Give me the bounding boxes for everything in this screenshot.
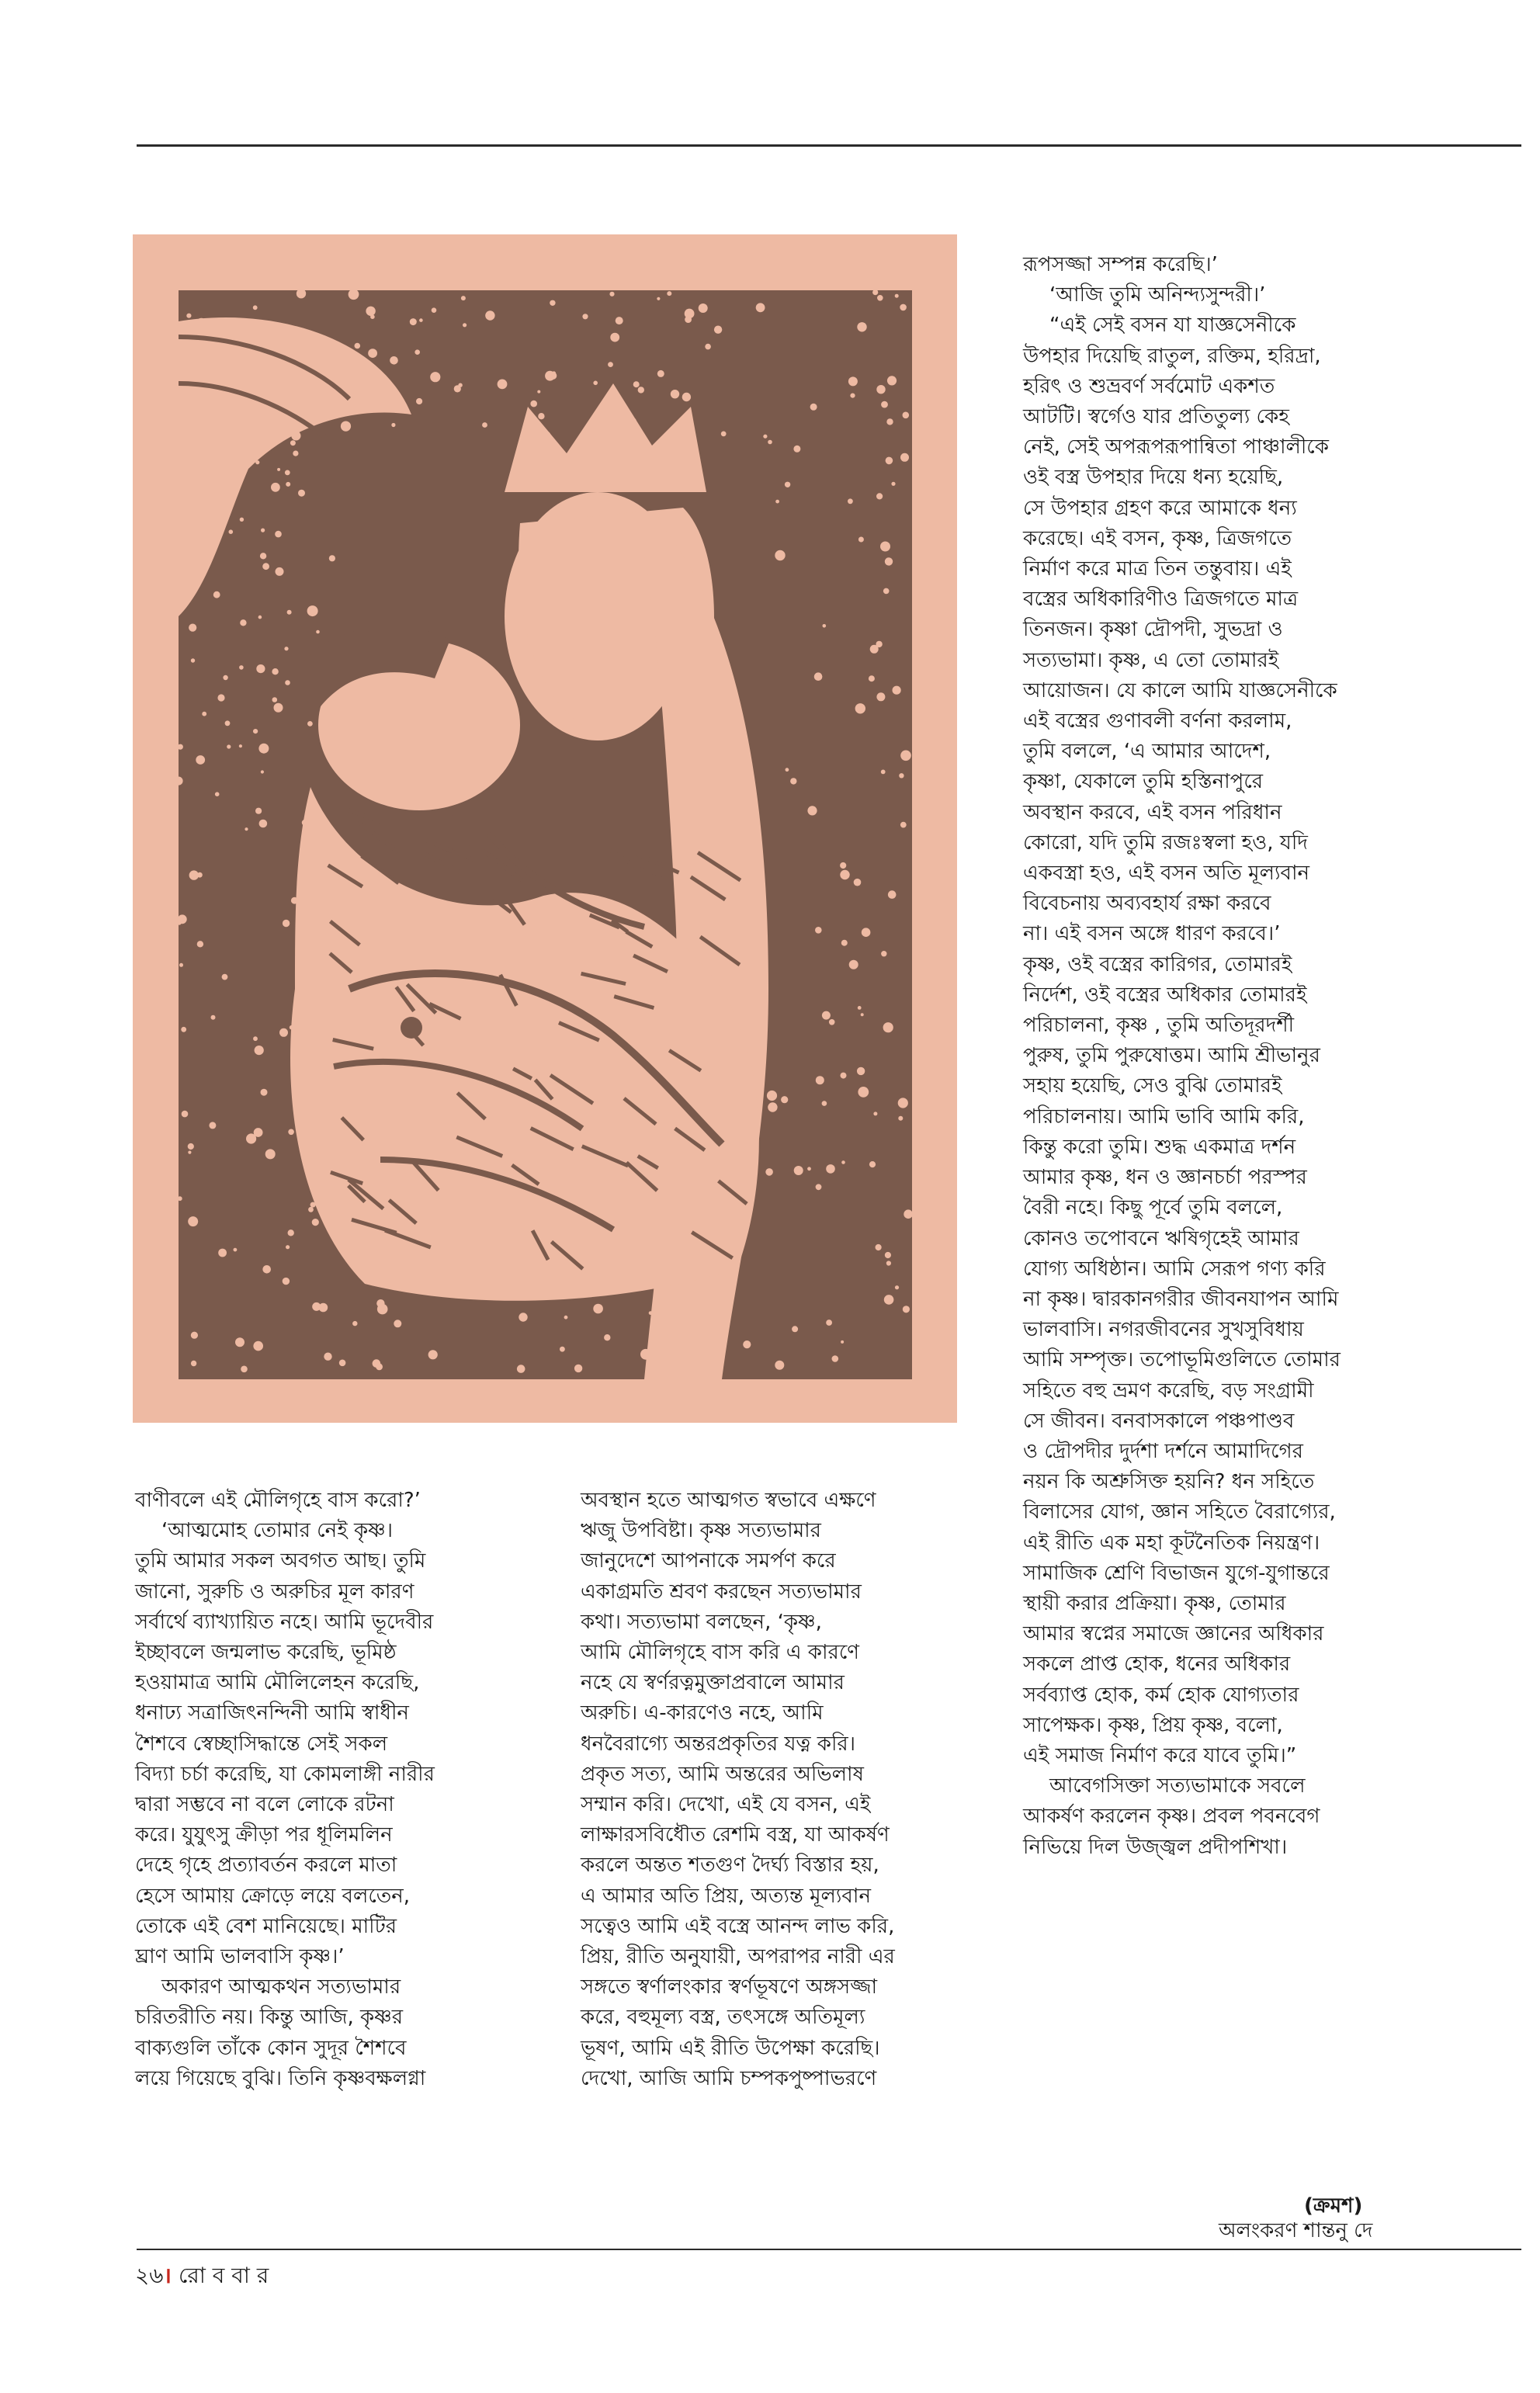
text-line: নহে যে স্বর্ণরত্নমুক্তাপ্রবালে আমার bbox=[581, 1671, 845, 1695]
text-line: হওয়ামাত্র আমি মৌলিলেহন করেছি, bbox=[135, 1671, 420, 1695]
text-line: ঘ্রাণ আমি ভালবাসি কৃষ্ণ।’ bbox=[135, 1945, 345, 1969]
text-line: বাক্যগুলি তাঁকে কোন সুদূর শৈশবে bbox=[135, 2036, 407, 2060]
bottom-rule bbox=[137, 2249, 1521, 2250]
illustrator-credit: অলংকরণ শান্তনু দে bbox=[1219, 2219, 1373, 2242]
text-line: ভূষণ, আমি এই রীতি উপেক্ষা করেছি। bbox=[581, 2036, 880, 2060]
text-line: সে উপহার গ্রহণ করে আমাকে ধন্য bbox=[1023, 496, 1297, 520]
text-line: উপহার দিয়েছি রাতুল, রক্তিম, হরিদ্রা, bbox=[1023, 344, 1321, 368]
text-line: নিভিয়ে দিল উজ্জ্বল প্রদীপশিখা। bbox=[1023, 1835, 1288, 1859]
text-line: তুমি বললে, ‘এ আমার আদেশ, bbox=[1023, 740, 1271, 764]
text-line: কিন্তু করো তুমি। শুদ্ধ একমাত্র দর্শন bbox=[1023, 1135, 1296, 1159]
text-line: কোনও তপোবনে ঋষিগৃহেই আমার bbox=[1023, 1226, 1299, 1250]
text-line: অবস্থান হতে আত্মগত স্বভাবে এক্ষণে bbox=[581, 1489, 876, 1512]
text-line: ধনাঢ্য সত্রাজিৎনন্দিনী আমি স্বাধীন bbox=[135, 1701, 409, 1725]
top-rule bbox=[137, 144, 1521, 147]
text-line: পুরুষ, তুমি পুরুষোত্তম। আমি শ্রীভানুর bbox=[1023, 1044, 1320, 1068]
text-line: এই বস্ত্রের গুণাবলী বর্ণনা করলাম, bbox=[1023, 709, 1292, 734]
text-line: ধনবৈরাগ্যে অন্তরপ্রকৃতির যত্ন করি। bbox=[581, 1732, 856, 1756]
text-line: রূপসজ্জা সম্পন্ন করেছি।’ bbox=[1023, 253, 1218, 276]
text-line: হেসে আমায় ক্রোড়ে লয়ে বলতেন, bbox=[135, 1884, 411, 1908]
text-line: সাপেক্ষক। কৃষ্ণ, প্রিয় কৃষ্ণ, বলো, bbox=[1023, 1713, 1283, 1737]
text-line: সর্বার্থে ব্যাখ্যায়িত নহে। আমি ভূদেবীর bbox=[135, 1610, 434, 1634]
text-line: করেছে। এই বসন, কৃষ্ণ, ত্রিজগতে bbox=[1023, 526, 1292, 550]
text-line: সামাজিক শ্রেণি বিভাজন যুগে-যুগান্তরে bbox=[1023, 1561, 1330, 1585]
text-line: আটটি। স্বর্গেও যার প্রতিতুল্য কেহ bbox=[1023, 405, 1289, 429]
text-line: শৈশবে স্বেচ্ছাসিদ্ধান্তে সেই সকল bbox=[135, 1732, 388, 1756]
text-line: সত্যভামা। কৃষ্ণ, এ তো তোমারই bbox=[1023, 648, 1279, 672]
text-line: এই সমাজ নির্মাণ করে যাবে তুমি।” bbox=[1023, 1743, 1297, 1767]
text-line: সঙ্গতে স্বর্ণালংকার স্বর্ণভূষণে অঙ্গসজ্জা bbox=[581, 1975, 878, 1999]
text-line: আকর্ষণ করলেন কৃষ্ণ। প্রবল পবনবেগ bbox=[1023, 1805, 1320, 1829]
text-line: বাণীবলে এই মৌলিগৃহে বাস করো?’ bbox=[135, 1489, 421, 1512]
text-line: অবস্থান করবে, এই বসন পরিধান bbox=[1023, 800, 1282, 824]
text-line: আবেগসিক্তা সত্যভামাকে সবলে bbox=[1049, 1774, 1306, 1798]
text-line: ‘আজি তুমি অনিন্দ্যসুন্দরী।’ bbox=[1049, 283, 1266, 307]
text-line: “এই সেই বসন যা যাজ্ঞসেনীকে bbox=[1049, 314, 1296, 338]
text-line: অকারণ আত্মকথন সত্যভামার bbox=[161, 1975, 401, 1999]
text-line: নির্দেশ, ওই বস্ত্রের অধিকার তোমারই bbox=[1023, 983, 1307, 1007]
text-line: আয়োজন। যে কালে আমি যাজ্ঞসেনীকে bbox=[1023, 678, 1337, 702]
illustration-frame bbox=[133, 234, 957, 1423]
text-line: বিবেচনায় অব্যবহার্য রক্ষা করবে bbox=[1023, 892, 1271, 916]
text-line: করে। যুযুৎসু ক্রীড়া পর ধূলিমলিন bbox=[135, 1823, 393, 1847]
text-line: আমার কৃষ্ণ, ধন ও জ্ঞানচর্চা পরস্পর bbox=[1023, 1166, 1307, 1190]
text-line: কথা। সত্যভামা বলছেন, ‘কৃষ্ণ, bbox=[581, 1610, 822, 1634]
woodcut-illustration bbox=[179, 290, 912, 1379]
text-line: বৈরী নহে। কিছু পূর্বে তুমি বললে, bbox=[1023, 1196, 1283, 1220]
text-line: তুমি আমার সকল অবগত আছ। তুমি bbox=[135, 1549, 426, 1573]
text-column-3 bbox=[1023, 250, 1427, 1863]
text-line: বস্ত্রের অধিকারিণীও ত্রিজগতে মাত্র bbox=[1023, 588, 1299, 612]
text-line: কোরো, যদি তুমি রজঃস্বলা হও, যদি bbox=[1023, 831, 1308, 855]
text-column-1 bbox=[135, 1486, 515, 2094]
text-line: পরিচালনা, কৃষ্ণ , তুমি অতিদূরদর্শী bbox=[1023, 1014, 1295, 1038]
text-line: বিলাসের যোগ, জ্ঞান সহিতে বৈরাগ্যের, bbox=[1023, 1500, 1336, 1524]
text-line: করলে অন্তত শতগুণ দৈর্ঘ্য বিস্তার হয়, bbox=[581, 1854, 879, 1878]
text-line: তোকে এই বেশ মানিয়েছে। মাটির bbox=[135, 1914, 397, 1938]
text-line: আমার স্বপ্নের সমাজে জ্ঞানের অধিকার bbox=[1023, 1622, 1324, 1646]
page-number: ২৬ bbox=[135, 2263, 164, 2288]
text-line: আমি মৌলিগৃহে বাস করি এ কারণে bbox=[581, 1641, 860, 1665]
text-line: নির্মাণ করে মাত্র তিন তন্তুবায়। এই bbox=[1023, 557, 1292, 581]
text-line: না। এই বসন অঙ্গে ধারণ করবে।’ bbox=[1023, 922, 1281, 946]
text-line: ও দ্রৌপদীর দুর্দশা দর্শনে আমাদিগের bbox=[1023, 1439, 1303, 1463]
magazine-name: রো ব বা র bbox=[178, 2263, 269, 2288]
text-line: বিদ্যা চর্চা করেছি, যা কোমলাঙ্গী নারীর bbox=[135, 1762, 435, 1786]
footer-separator: । bbox=[163, 2263, 172, 2288]
text-line: করে, বহুমূল্য বস্ত্র, তৎসঙ্গে অতিমূল্য bbox=[581, 2006, 865, 2030]
text-line: কৃষ্ণ, ওই বস্ত্রের কারিগর, তোমারই bbox=[1023, 952, 1292, 976]
text-line: না কৃষ্ণ। দ্বারকানগরীর জীবনযাপন আমি bbox=[1023, 1287, 1339, 1311]
text-line: সহিতে বহু ভ্রমণ করেছি, বড় সংগ্রামী bbox=[1023, 1379, 1314, 1403]
illustration-art bbox=[179, 290, 912, 1379]
text-line: নয়ন কি অশ্রুসিক্ত হয়নি? ধন সহিতে bbox=[1023, 1470, 1315, 1494]
text-line: ‘আত্মমোহ তোমার নেই কৃষ্ণ। bbox=[161, 1519, 394, 1543]
continued-note: (ক্রমশ) bbox=[1304, 2194, 1363, 2218]
text-line: একাগ্রমতি শ্রবণ করছেন সত্যভামার bbox=[581, 1580, 862, 1604]
text-line: প্রিয়, রীতি অনুযায়ী, অপরাপর নারী এর bbox=[581, 1945, 895, 1969]
text-line: দেখো, আজি আমি চম্পকপুষ্পাভরণে bbox=[581, 2066, 877, 2090]
text-line: সকলে প্রাপ্ত হোক, ধনের অধিকার bbox=[1023, 1653, 1291, 1677]
text-line: আমি সম্পৃক্ত। তপোভূমিগুলিতে তোমার bbox=[1023, 1348, 1341, 1372]
text-line: ভালবাসি। নগরজীবনের সুখসুবিধায় bbox=[1023, 1318, 1304, 1342]
text-line: অরুচি। এ-কারণেও নহে, আমি bbox=[581, 1701, 824, 1725]
text-line: একবস্ত্রা হও, এই বসন অতি মূল্যবান bbox=[1023, 862, 1310, 886]
text-line: সত্বেও আমি এই বস্ত্রে আনন্দ লাভ করি, bbox=[581, 1914, 895, 1938]
text-line: লাক্ষারসবিধৌত রেশমি বস্ত্র, যা আকর্ষণ bbox=[581, 1823, 890, 1847]
text-line: স্থায়ী করার প্রক্রিয়া। কৃষ্ণ, তোমার bbox=[1023, 1591, 1286, 1615]
text-column-2 bbox=[581, 1486, 969, 2094]
text-line: দ্বারা সম্ভবে না বলে লোকে রটনা bbox=[135, 1793, 394, 1817]
text-line: এ আমার অতি প্রিয়, অত্যন্ত মূল্যবান bbox=[581, 1884, 871, 1908]
text-line: পরিচালনায়। আমি ভাবি আমি করি, bbox=[1023, 1105, 1305, 1129]
text-line: তিনজন। কৃষ্ণা দ্রৌপদী, সুভদ্রা ও bbox=[1023, 618, 1283, 642]
text-line: জানুদেশে আপনাকে সমর্পণ করে bbox=[581, 1549, 836, 1573]
text-line: সম্মান করি। দেখো, এই যে বসন, এই bbox=[581, 1793, 871, 1817]
text-line: সে জীবন। বনবাসকালে পঞ্চপাণ্ডব bbox=[1023, 1409, 1295, 1433]
text-line: ইচ্ছাবলে জন্মলাভ করেছি, ভূমিষ্ঠ bbox=[135, 1641, 397, 1665]
text-line: সর্বব্যাপ্ত হোক, কর্ম হোক যোগ্যতার bbox=[1023, 1683, 1299, 1707]
text-line: সহায় হয়েছি, সেও বুঝি তোমারই bbox=[1023, 1074, 1282, 1098]
text-line: কৃষ্ণা, যেকালে তুমি হস্তিনাপুরে bbox=[1023, 770, 1264, 794]
text-line: হরিৎ ও শুভ্রবর্ণ সর্বমোট একশত bbox=[1023, 374, 1275, 398]
text-line: এই রীতি এক মহা কূটনৈতিক নিয়ন্ত্রণ। bbox=[1023, 1531, 1320, 1555]
text-line: নেই, সেই অপরূপরূপান্বিতা পাঞ্চালীকে bbox=[1023, 435, 1329, 460]
text-line: ঋজু উপবিষ্টা। কৃষ্ণ সত্যভামার bbox=[581, 1519, 821, 1543]
text-line: দেহে গৃহে প্রত্যাবর্তন করলে মাতা bbox=[135, 1854, 397, 1878]
text-line: ওই বস্ত্র উপহার দিয়ে ধন্য হয়েছি, bbox=[1023, 466, 1284, 490]
text-line: জানো, সুরুচি ও অরুচির মূল কারণ bbox=[135, 1580, 414, 1604]
page-footer bbox=[135, 2260, 269, 2291]
text-line: যোগ্য অধিষ্ঠান। আমি সেরূপ গণ্য করি bbox=[1023, 1257, 1326, 1281]
text-line: চরিতরীতি নয়। কিন্তু আজি, কৃষ্ণর bbox=[135, 2006, 404, 2030]
text-line: প্রকৃত সত্য, আমি অন্তরের অভিলাষ bbox=[581, 1762, 864, 1786]
text-line: লয়ে গিয়েছে বুঝি। তিনি কৃষ্ণবক্ষলগ্না bbox=[135, 2066, 426, 2090]
